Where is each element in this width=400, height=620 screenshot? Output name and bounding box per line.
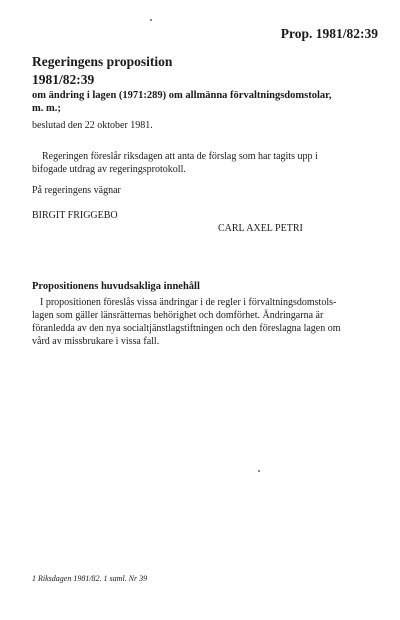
document-subject (32, 89, 331, 115)
subject-line: om ändring i lagen (1971:289) om allmänna förvaltningsdomstolar, (32, 90, 332, 101)
document-number: 1981/82:39 (32, 72, 95, 87)
document-title: Regeringens proposition (32, 54, 173, 69)
summary-line: föranledda av den nya socialtjänstlagstiftningen och den föreslagna lagen om (32, 323, 341, 334)
page-footer: 1 Riksdagen 1981/82. 1 saml. Nr 39 (32, 574, 148, 583)
body-line: bifogade utdrag av regeringsprotokoll. (32, 164, 186, 175)
body-line: Regeringen föreslår riksdagen att anta de förslag som har tagits upp i (42, 151, 318, 162)
summary-paragraph (32, 296, 341, 348)
summary-line: lagen som gäller länsrätternas behörighet och domförhet. Ändringarna är (32, 310, 324, 321)
summary-line: vård av missbrukare i vissa fall. (32, 336, 160, 347)
signature-right: CARL AXEL PETRI (218, 223, 303, 234)
decision-date: beslutad den 22 oktober 1981. (32, 120, 153, 131)
summary-line: I propositionen föreslås vissa ändringar i de regler i förvaltningsdomstols- (40, 297, 337, 308)
signature-left: BIRGIT FRIGGEBO (32, 210, 118, 221)
print-speck (150, 19, 152, 21)
subject-line: m. m.; (32, 103, 61, 114)
print-speck (258, 470, 260, 472)
body-paragraph (32, 150, 318, 176)
summary-heading: Propositionens huvudsakliga innehåll (32, 281, 200, 292)
proposition-number: Prop. 1981/82:39 (280, 26, 378, 41)
on-behalf-line: På regeringens vägnar (32, 185, 121, 196)
